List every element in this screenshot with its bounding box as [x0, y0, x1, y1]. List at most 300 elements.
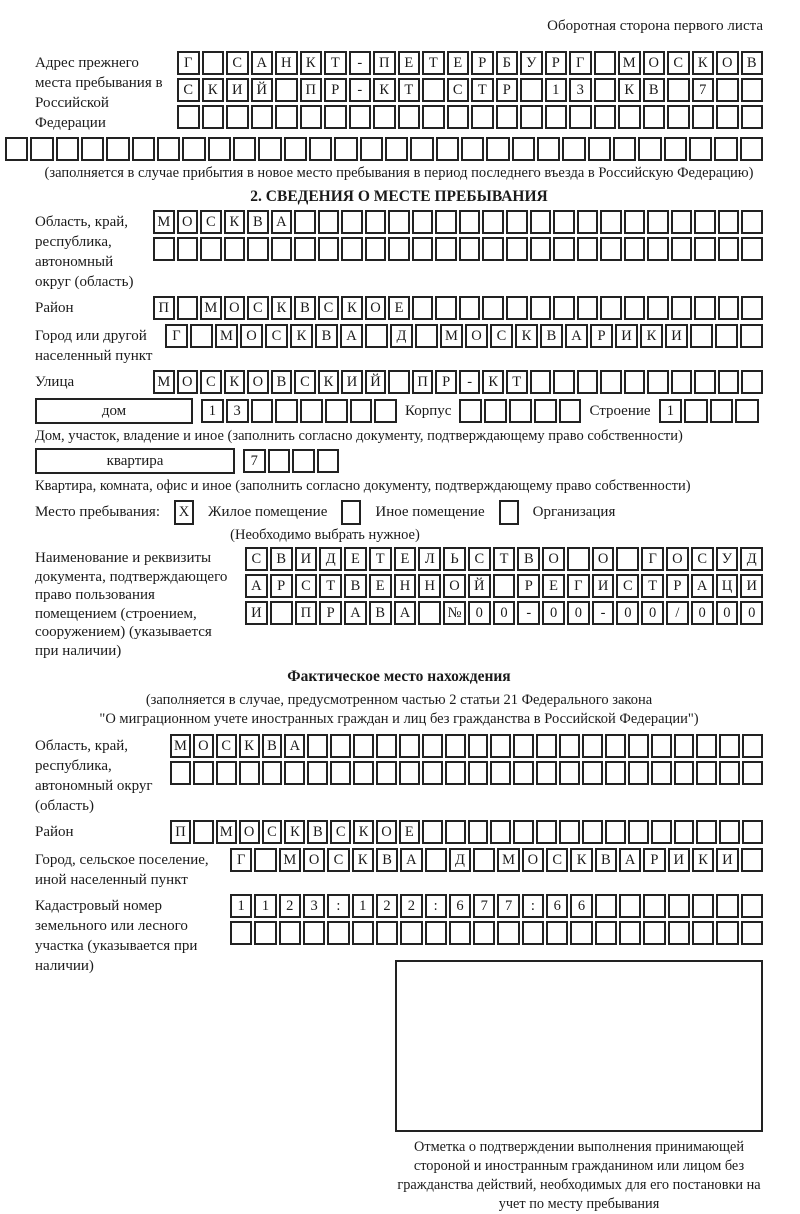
char-cell	[482, 210, 504, 234]
char-row	[230, 848, 763, 872]
char-cell	[522, 921, 544, 945]
char-cell	[588, 137, 611, 161]
char-cell	[170, 761, 191, 785]
char-cell: Г	[569, 51, 592, 75]
char-cell	[559, 399, 582, 423]
char-cell: К	[224, 210, 246, 234]
char-cell: П	[373, 51, 396, 75]
char-cell	[668, 894, 690, 918]
char-cell: Р	[590, 324, 613, 348]
char-cell: С	[226, 51, 249, 75]
char-cell: С	[295, 574, 318, 598]
char-cell	[300, 105, 323, 129]
char-cell: Т	[493, 547, 516, 571]
char-cell: Г	[641, 547, 664, 571]
char-cell	[600, 237, 622, 261]
char-cell	[600, 296, 622, 320]
char-cell: У	[716, 547, 739, 571]
char-row	[153, 370, 763, 394]
char-cell: 7	[473, 894, 495, 918]
char-cell	[567, 547, 590, 571]
char-cell: М	[200, 296, 222, 320]
char-cell	[202, 105, 225, 129]
char-cell: С	[245, 547, 268, 571]
char-cell: 0	[542, 601, 565, 625]
char-cell	[716, 78, 739, 102]
char-cell	[719, 761, 740, 785]
char-cell: К	[692, 51, 715, 75]
char-cell: С	[294, 370, 316, 394]
char-cell: В	[595, 848, 617, 872]
char-cell: №	[443, 601, 466, 625]
char-cell: 1	[352, 894, 374, 918]
char-cell	[741, 237, 763, 261]
stamp-area	[395, 960, 763, 1214]
char-cell	[716, 894, 738, 918]
char-cell	[445, 761, 466, 785]
char-cell	[509, 399, 532, 423]
char-cell: О	[522, 848, 544, 872]
char-cell: И	[665, 324, 688, 348]
char-cell: С	[546, 848, 568, 872]
char-cell	[594, 51, 617, 75]
char-cell	[530, 210, 552, 234]
char-cell	[715, 324, 738, 348]
char-cell: О	[643, 51, 666, 75]
char-cell: А	[340, 324, 363, 348]
char-cell: П	[295, 601, 318, 625]
char-cell	[668, 921, 690, 945]
korpus-cells	[459, 399, 581, 423]
char-cell	[262, 761, 283, 785]
char-cell	[486, 137, 509, 161]
char-cell: 0	[616, 601, 639, 625]
char-cell	[651, 820, 672, 844]
char-cell	[182, 137, 205, 161]
char-cell: О	[365, 296, 387, 320]
cadastral-cell-rows	[230, 894, 763, 945]
char-cell: О	[542, 547, 565, 571]
char-cell	[177, 105, 200, 129]
char-cell: В	[517, 547, 540, 571]
char-cell: В	[344, 574, 367, 598]
char-cell	[600, 210, 622, 234]
char-cell	[605, 734, 626, 758]
char-cell: О	[247, 370, 269, 394]
document-block	[35, 547, 763, 660]
stay-option-checkbox-organization	[499, 500, 519, 525]
char-cell	[482, 296, 504, 320]
district-block	[35, 296, 763, 320]
char-cell	[530, 237, 552, 261]
actual-region-block	[35, 734, 763, 816]
char-cell	[224, 237, 246, 261]
char-cell: А	[394, 601, 417, 625]
korpus-label: Корпус	[405, 402, 452, 419]
char-cell	[292, 449, 315, 473]
actual-district-block	[35, 820, 763, 844]
char-cell	[327, 921, 349, 945]
char-cell	[689, 137, 712, 161]
char-cell	[490, 820, 511, 844]
char-cell	[716, 105, 739, 129]
char-cell	[671, 210, 693, 234]
char-cell	[106, 137, 129, 161]
char-row	[230, 894, 763, 918]
street-label: Улица	[35, 374, 75, 390]
char-cell	[449, 921, 471, 945]
char-cell	[651, 761, 672, 785]
char-cell: Т	[369, 547, 392, 571]
prev-address-cell-rows	[177, 51, 763, 129]
char-cell	[459, 210, 481, 234]
char-cell: А	[619, 848, 641, 872]
house-cells	[201, 399, 397, 423]
char-cell	[468, 761, 489, 785]
char-cell	[5, 137, 28, 161]
char-cell	[536, 734, 557, 758]
char-cell	[718, 210, 740, 234]
char-cell: Н	[394, 574, 417, 598]
char-cell	[616, 547, 639, 571]
char-cell: И	[295, 547, 318, 571]
char-cell	[268, 449, 291, 473]
char-cell	[643, 105, 666, 129]
char-cell	[618, 105, 641, 129]
char-cell: Б	[496, 51, 519, 75]
char-row	[245, 601, 763, 625]
char-cell: -	[592, 601, 615, 625]
document-cell-rows	[245, 547, 763, 625]
char-cell	[741, 370, 763, 394]
char-cell	[553, 370, 575, 394]
char-cell	[647, 237, 669, 261]
char-cell	[671, 370, 693, 394]
char-cell: С	[447, 78, 470, 102]
char-cell	[418, 601, 441, 625]
char-cell	[520, 78, 543, 102]
char-cell	[353, 734, 374, 758]
actual-city-block	[35, 848, 763, 890]
char-cell	[400, 921, 422, 945]
char-cell	[719, 734, 740, 758]
char-cell	[690, 324, 713, 348]
char-cell: И	[668, 848, 690, 872]
char-cell: 3	[303, 894, 325, 918]
char-cell	[318, 210, 340, 234]
apartment-note: Квартира, комната, офис и иное (заполнить согласно документу, подтверждающему право собственности)	[35, 478, 691, 494]
char-cell: С	[691, 547, 714, 571]
char-cell	[628, 734, 649, 758]
char-cell: М	[279, 848, 301, 872]
char-cell: Р	[545, 51, 568, 75]
char-cell	[193, 820, 214, 844]
char-cell: Г	[230, 848, 252, 872]
char-cell	[376, 921, 398, 945]
char-row	[230, 921, 763, 945]
char-cell: О	[224, 296, 246, 320]
char-cell	[412, 296, 434, 320]
char-cell	[619, 894, 641, 918]
section2-title: 2. СВЕДЕНИЯ О МЕСТЕ ПРЕБЫВАНИЯ	[250, 188, 548, 205]
char-cell: И	[592, 574, 615, 598]
char-cell: Т	[324, 51, 347, 75]
char-cell	[530, 370, 552, 394]
char-cell: К	[640, 324, 663, 348]
district-label: Район	[35, 300, 74, 316]
char-cell	[638, 137, 661, 161]
char-cell: Е	[388, 296, 410, 320]
char-cell: Д	[390, 324, 413, 348]
char-cell: М	[440, 324, 463, 348]
char-cell: 6	[570, 894, 592, 918]
actual-location-title: Фактическое место нахождения	[287, 668, 511, 685]
char-cell	[559, 820, 580, 844]
char-cell: К	[202, 78, 225, 102]
char-cell: Р	[517, 574, 540, 598]
char-row	[170, 820, 763, 844]
char-cell: К	[290, 324, 313, 348]
char-cell: Й	[468, 574, 491, 598]
char-cell: С	[490, 324, 513, 348]
char-cell	[202, 51, 225, 75]
char-cell	[399, 734, 420, 758]
char-cell	[534, 399, 557, 423]
char-cell	[435, 210, 457, 234]
char-cell	[399, 761, 420, 785]
char-cell	[471, 105, 494, 129]
char-cell	[388, 370, 410, 394]
char-cell	[365, 324, 388, 348]
char-cell	[385, 137, 408, 161]
char-cell	[422, 105, 445, 129]
char-cell	[742, 734, 763, 758]
char-cell: :	[522, 894, 544, 918]
char-cell	[692, 921, 714, 945]
char-cell	[694, 370, 716, 394]
char-cell: Е	[399, 820, 420, 844]
char-cell	[559, 761, 580, 785]
house-row	[35, 398, 763, 424]
char-cell	[741, 105, 764, 129]
char-cell: И	[245, 601, 268, 625]
char-cell: 1	[201, 399, 224, 423]
char-cell	[624, 370, 646, 394]
char-cell	[284, 137, 307, 161]
char-cell: 3	[569, 78, 592, 102]
char-cell: 1	[659, 399, 683, 423]
char-cell: С	[177, 78, 200, 102]
stay-type-label: Место пребывания:	[35, 504, 160, 520]
char-cell	[177, 237, 199, 261]
char-cell: А	[271, 210, 293, 234]
char-cell: Т	[506, 370, 528, 394]
char-cell	[545, 105, 568, 129]
char-cell	[445, 734, 466, 758]
char-cell: Г	[177, 51, 200, 75]
char-cell	[506, 296, 528, 320]
char-cell: О	[240, 324, 263, 348]
char-cell: 1	[230, 894, 252, 918]
char-cell	[692, 894, 714, 918]
char-cell: А	[251, 51, 274, 75]
char-cell	[254, 921, 276, 945]
char-cell	[553, 237, 575, 261]
char-cell: В	[315, 324, 338, 348]
char-cell: П	[412, 370, 434, 394]
char-cell: М	[153, 210, 175, 234]
char-cell: Т	[398, 78, 421, 102]
char-cell	[190, 324, 213, 348]
char-cell	[667, 105, 690, 129]
char-cell	[520, 105, 543, 129]
char-cell: В	[643, 78, 666, 102]
char-cell	[506, 210, 528, 234]
char-cell	[275, 78, 298, 102]
char-cell	[605, 820, 626, 844]
char-cell: К	[570, 848, 592, 872]
char-cell: К	[373, 78, 396, 102]
char-cell: Р	[643, 848, 665, 872]
char-cell	[279, 921, 301, 945]
char-cell	[317, 449, 340, 473]
char-cell: С	[318, 296, 340, 320]
char-cell	[692, 105, 715, 129]
char-cell	[422, 78, 445, 102]
char-cell	[468, 734, 489, 758]
char-cell: 0	[691, 601, 714, 625]
char-cell: Е	[542, 574, 565, 598]
char-cell	[624, 210, 646, 234]
char-cell: С	[616, 574, 639, 598]
char-cell	[303, 921, 325, 945]
char-cell	[718, 370, 740, 394]
char-cell: Л	[418, 547, 441, 571]
house-label-box: дом	[35, 398, 193, 424]
prev-address-block	[35, 51, 763, 133]
char-cell	[376, 761, 397, 785]
char-row	[177, 78, 763, 102]
char-cell	[741, 921, 763, 945]
char-cell	[360, 137, 383, 161]
char-cell	[740, 324, 763, 348]
char-cell	[716, 921, 738, 945]
char-cell: В	[271, 370, 293, 394]
actual-location-note-1: (заполняется в случае, предусмотренном частью 2 статьи 21 Федерального закона	[145, 692, 653, 708]
char-cell	[643, 921, 665, 945]
char-cell	[294, 237, 316, 261]
char-cell: А	[344, 601, 367, 625]
stay-type-note: (Необходимо выбрать нужное)	[230, 527, 420, 543]
char-cell	[81, 137, 104, 161]
char-cell	[496, 105, 519, 129]
char-cell	[714, 137, 737, 161]
char-cell: И	[716, 848, 738, 872]
char-cell: К	[618, 78, 641, 102]
char-cell: О	[177, 370, 199, 394]
char-cell: П	[300, 78, 323, 102]
city-label: Город или другой населенный пункт	[35, 328, 153, 364]
char-cell	[398, 105, 421, 129]
char-cell: А	[400, 848, 422, 872]
char-cell: П	[153, 296, 175, 320]
house-note: Дом, участок, владение и иное (заполнить согласно документу, подтверждающему право собственности)	[35, 428, 683, 444]
char-cell	[624, 296, 646, 320]
char-cell	[741, 210, 763, 234]
char-cell: Р	[319, 601, 342, 625]
cadastral-label: Кадастровый номер земельного или лесного участка (указывается при наличии)	[35, 898, 198, 974]
char-cell: О	[592, 547, 615, 571]
char-cell: 0	[740, 601, 763, 625]
char-cell: О	[465, 324, 488, 348]
char-cell: О	[239, 820, 260, 844]
char-cell	[595, 921, 617, 945]
char-cell: М	[170, 734, 191, 758]
region-block	[35, 210, 763, 292]
char-cell: 2	[376, 894, 398, 918]
char-row	[245, 574, 763, 598]
char-cell	[254, 848, 276, 872]
char-cell	[696, 820, 717, 844]
char-cell	[594, 78, 617, 102]
char-cell	[447, 105, 470, 129]
char-cell: В	[540, 324, 563, 348]
char-cell: -	[349, 51, 372, 75]
char-cell	[200, 237, 222, 261]
char-cell	[577, 296, 599, 320]
char-cell	[643, 894, 665, 918]
char-cell	[435, 296, 457, 320]
char-cell	[536, 820, 557, 844]
char-cell: Р	[496, 78, 519, 102]
stay-type-row	[35, 500, 763, 525]
char-cell	[493, 574, 516, 598]
char-cell: К	[353, 820, 374, 844]
char-cell	[307, 734, 328, 758]
char-cell: В	[741, 51, 764, 75]
char-cell	[742, 761, 763, 785]
char-cell	[353, 761, 374, 785]
char-cell	[506, 237, 528, 261]
char-cell: -	[459, 370, 481, 394]
char-cell	[490, 734, 511, 758]
char-cell	[671, 237, 693, 261]
char-cell: М	[497, 848, 519, 872]
char-cell	[684, 399, 708, 423]
char-cell: К	[692, 848, 714, 872]
char-cell: 7	[243, 449, 266, 473]
char-cell	[275, 105, 298, 129]
char-cell: К	[515, 324, 538, 348]
char-cell	[459, 296, 481, 320]
char-cell	[674, 734, 695, 758]
stamp-caption: Отметка о подтверждении выполнения принимающей стороной и иностранным гражданином или лицом без гражданства действий, необходимых для его постановки на учет по месту пребывания	[397, 1139, 761, 1212]
char-cell	[325, 399, 348, 423]
char-cell: :	[425, 894, 447, 918]
stamp-box	[395, 960, 763, 1132]
char-cell: К	[318, 370, 340, 394]
char-cell	[741, 78, 764, 102]
char-cell	[553, 296, 575, 320]
char-cell: В	[294, 296, 316, 320]
char-cell	[696, 734, 717, 758]
char-cell	[537, 137, 560, 161]
char-cell	[436, 137, 459, 161]
char-cell	[741, 296, 763, 320]
char-cell	[334, 137, 357, 161]
char-cell	[341, 210, 363, 234]
stay-option-checkbox-other	[341, 500, 361, 525]
